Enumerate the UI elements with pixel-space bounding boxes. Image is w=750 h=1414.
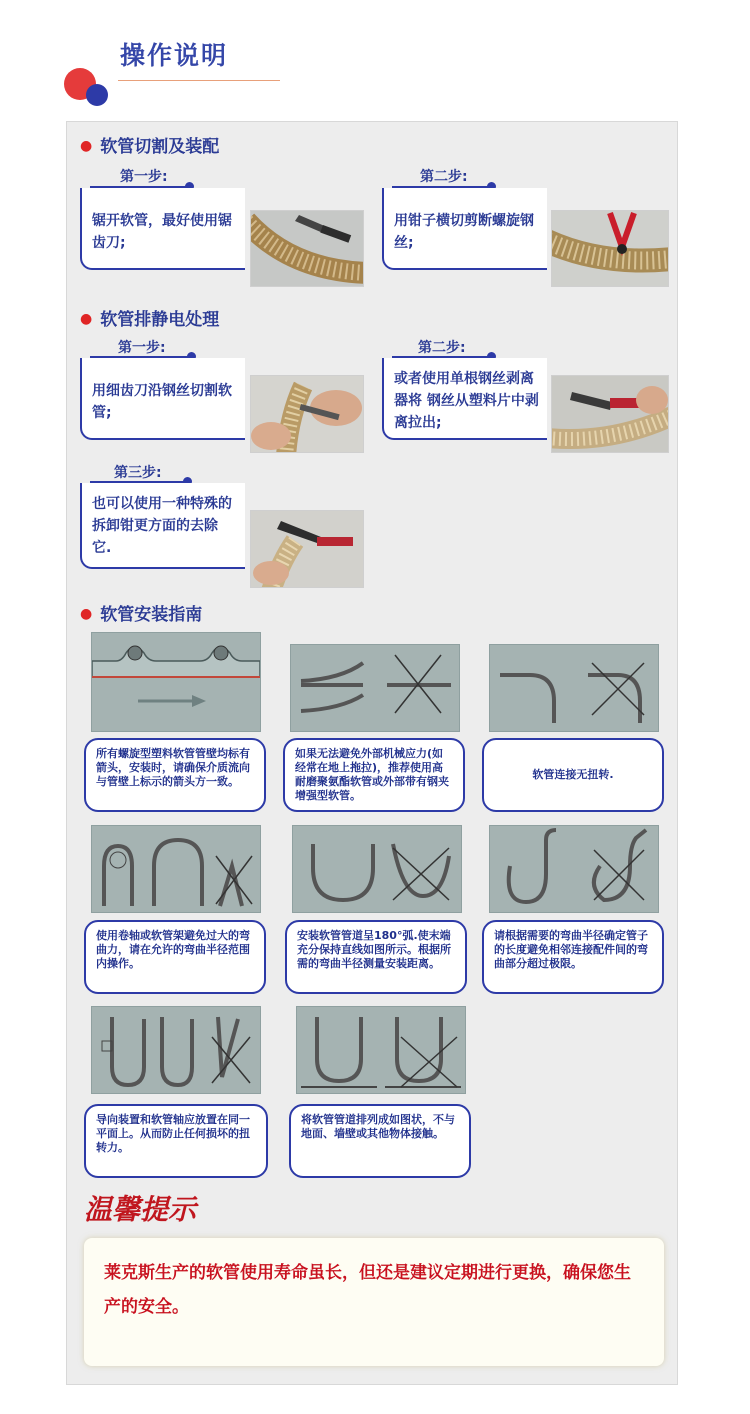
photo-saw-cutting-hose xyxy=(250,210,364,287)
step-box xyxy=(382,358,547,440)
tip-box xyxy=(84,1238,664,1366)
photo-pliers-cutting-wire xyxy=(551,210,669,287)
step-box xyxy=(80,483,245,569)
diagram-bend-radius-length xyxy=(489,825,659,913)
diagram-180-arc xyxy=(292,825,462,913)
step-label: 第一步: xyxy=(120,169,168,185)
diagram-flow-arrow xyxy=(91,632,261,732)
guide-caption: 安装软管管道呈180°弧.使末端充分保持直线如图所示。根据所需的弯曲半径测量安装距离。 xyxy=(285,920,467,994)
guide-caption: 将软管管道排列成如图状，不与地面、墙壁或其他物体接触。 xyxy=(289,1104,471,1178)
step-label: 第三步: xyxy=(114,465,162,481)
diagram-guide-plane xyxy=(91,1006,261,1094)
section-title-cutting: ● 软管切割及装配 xyxy=(80,137,220,157)
guide-caption: 所有螺旋型塑料软管管壁均标有箭头，安装时，请确保介质流向与管壁上标示的箭头方一致。 xyxy=(84,738,266,812)
diagram-external-stress xyxy=(290,644,460,732)
step-label: 第一步: xyxy=(118,340,166,356)
photo-wire-stripper xyxy=(551,375,669,453)
bullet-icon: ● xyxy=(80,138,93,154)
step-text: 锯开软管，最好使用锯齿刀; xyxy=(92,213,232,251)
bullet-icon: ● xyxy=(80,311,93,327)
step-label: 第二步: xyxy=(418,340,466,356)
diagram-no-twist xyxy=(489,644,659,732)
section-title-installation: ● 软管安装指南 xyxy=(80,605,203,625)
step-label: 第二步: xyxy=(420,169,468,185)
step-text: 用细齿刀沿钢丝切割软管; xyxy=(92,383,232,421)
step-box xyxy=(80,358,245,440)
photo-removal-pliers xyxy=(250,510,364,588)
bullet-icon: ● xyxy=(80,606,93,622)
blue-circle-decoration xyxy=(86,84,108,106)
title-underline xyxy=(118,80,280,81)
step-box xyxy=(80,188,245,270)
guide-caption: 软管连接无扭转. xyxy=(482,738,664,812)
tip-text: 莱克斯生产的软管使用寿命虽长，但还是建议定期进行更换，确保您生产的安全。 xyxy=(104,1263,631,1317)
step-text: 用钳子横切剪断螺旋钢丝; xyxy=(394,213,534,251)
section-title-antistatic: ● 软管排静电处理 xyxy=(80,310,220,330)
guide-caption: 请根据需要的弯曲半径确定管子的长度避免相邻连接配件间的弯曲部分超过极限。 xyxy=(482,920,664,994)
warm-tip-logo: 温馨提示 xyxy=(84,1193,197,1226)
guide-caption: 如果无法避免外部机械应力(如经常在地上拖拉)，推荐使用高耐磨聚氨酯软管或外部带有钢夹增强型软管。 xyxy=(283,738,465,812)
guide-caption: 导向装置和软管轴应放置在同一平面上。从而防止任何损坏的扭转力。 xyxy=(84,1104,268,1178)
page-title: 操作说明 xyxy=(120,41,229,70)
step-box xyxy=(382,188,547,270)
photo-knife-cutting-along-wire xyxy=(250,375,364,453)
diagram-reel-bend xyxy=(91,825,261,913)
step-text: 也可以使用一种特殊的拆卸钳更方面的去除它. xyxy=(92,496,232,556)
step-text: 或者使用单根钢丝剥离器将 钢丝从塑料片中剥离拉出; xyxy=(394,371,539,431)
diagram-no-contact xyxy=(296,1006,466,1094)
guide-caption: 使用卷轴或软管架避免过大的弯曲力，请在允许的弯曲半径范围内操作。 xyxy=(84,920,266,994)
